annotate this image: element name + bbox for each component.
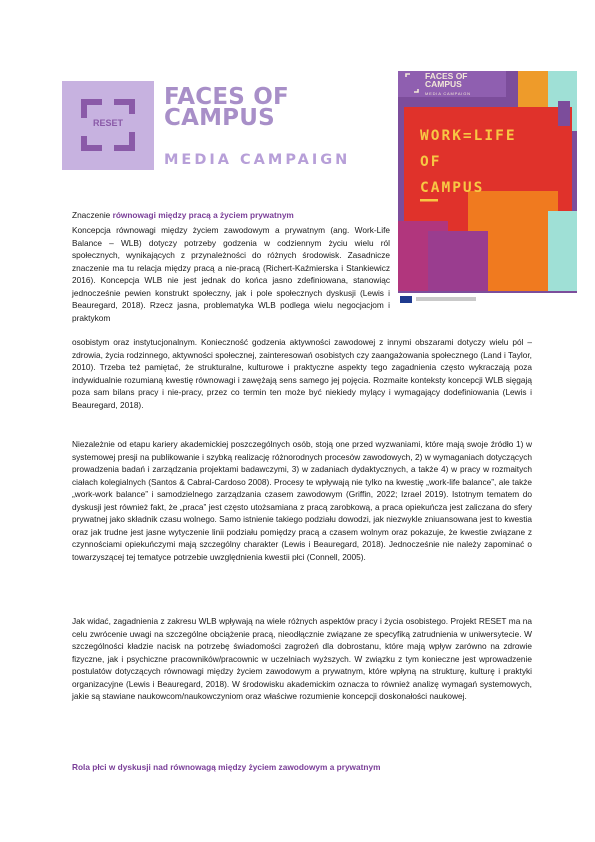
poster-faces-line2: CAMPUS — [425, 79, 462, 89]
reset-logo — [62, 81, 154, 170]
brand-title-line1: FACES OF — [164, 84, 289, 110]
logo-reset-text: RESET — [92, 118, 123, 128]
poster-headline-line2: OF — [420, 154, 442, 170]
poster-faces-title — [425, 72, 468, 88]
brand-subtitle: MEDIA CAMPAIGN — [164, 152, 351, 168]
paragraph-2: Niezależnie od etapu kariery akademickiej poszczególnych osób, stoją one przed wyzwaniami, które mają swoje źródło 1) w systemowej presji na publikowanie i szybką realizację różnorodnych procesów zawodowych, 2) w wymaganiach dotyczących prowadzenia badań i zarządzania projektami badawczymi, 3) w zadaniach dydaktycznych, a także 4) w pracy w rozmaitych ciałach kolegialnych (Santos & Cabral-Cardoso 2008). Procesy te wpływają nie tylko na kwestię „work-life balance”, ale także „work-work balance” i samodzielnego zarządzania czasem zawodowym (Griffin, 2022; Izrael 2019). Istotnym tematem do dyskusji jest również fakt, że „praca” jest często utożsamiana z pracą zarobkową, a praca opiekuńcza jest zaliczana do sfery prywatnej jako składnik czasu wolnego. Samo istnienie takiego podziału dowodzi, jak niezwykle zniuansowana jest to kwestia oraz jak trudne jest jasne wytyczenie linii podziału pomiędzy pracą a czasem wolnym oraz pokazuje, że kwestie związane z czynnościami opiekuńczymi mają szczególny charakter (Lewis i Beauregard, 2018). Jednocześnie nie należy zapominać o towarzyszącej tej tematyce potrzebie uwzględnienia kwestii płci (Connell, 2005). — [72, 439, 532, 562]
brand-title-line2: CAMPUS — [164, 105, 275, 131]
brand-title — [164, 84, 289, 131]
paragraph-1-wide: osobistym oraz instytucjonalnym. Konieczność godzenia aktywności zawodowej z innymi obszarami dotyczy wielu pól – zdrowia, życia rodzinnego, aktywności społecznej, zainteresowań osobistych czy zaangażowania społecznego (Land i Taylor, 2010). Trzeba też pamiętać, że strukturalne, kulturowe i praktyczne aspekty tego zagadnienia często wykraczają poza indywidualnie rozumianą kwestię równowagi i zawężają sens samego jej pojęcia. Rozmaite konteksty koncepcji WLB sięgają poza sam bilans pracy i nie-pracy, przez co termin ten może być niekiedy mylący i wymagający dodefiniowania (Lewis i Beauregard, 2018). — [72, 337, 532, 410]
paragraph-3: Jak widać, zagadnienia z zakresu WLB wpływają na wiele różnych aspektów pracy i życia osobistego. Projekt RESET ma na celu zwrócenie uwagi na szczególne obciążenie pracą, nieodłącznie związane ze specyfiką zatrudnienia w uniwersytecie. W szczególności kładzie nacisk na potrzebę świadomości zagrożeń dla dobrostanu, które mają wpływ zarówno na zdrowie fizyczne, jak i psychiczne pracowników/pracownic w uczelniach wyższych. W związku z tym konieczne jest wprowadzenie postulatów dotyczących równowagi między życiem zawodowym a prywatnym, które wpłyną na strukturę, kulturę i praktyki organizacyjne (Lewis i Beauregard, 2018). W środowisku akademickim oznacza to również analizę wymagań systemowych, jakie są stawiane naukowcom/naukowczyniom oraz właściwe rozumienie koncepcji doskonałości naukowej. — [72, 616, 532, 701]
poster-media-line: MEDIA CAMPAIGN — [425, 91, 471, 96]
poster-headline-line1: WORK=LIFE — [420, 128, 517, 144]
poster-headline — [420, 123, 570, 201]
section-title-gender-role: Rola płci w dyskusji nad równowagą między życiem zawodowym a prywatnym — [72, 762, 381, 772]
section-title-prefix: Znaczenie — [72, 210, 113, 220]
poster-headline-line3: CAMPUS — [420, 180, 485, 196]
paragraph-1-narrow: Koncepcja równowagi między życiem zawodowym a prywatnym (ang. Work-Life Balance – WLB) dotyczy potrzeby godzenia w codziennym życiu wielu ról społecznych, wynikających z przynależności do różnych środowisk. Zasadnicze znaczenie ma tu relacja między pracą a nie-pracą (Richert-Kaźmierska i Stankiewicz 2016). Koncepcja WLB nie jest jednak do końca jasno zdefiniowana, stanowiąc jednocześnie pewien konstrukt społeczny, jak i pole społecznych dyskusji (Lewis i Beauregard, 2018). Rzecz jasna, problematyka WLB podlega wielu negocjacjom i praktykom — [72, 225, 390, 323]
section-title-wlb — [72, 210, 532, 221]
campaign-poster — [398, 71, 577, 305]
poster-faces-line1: FACES OF — [425, 71, 468, 81]
section-title-accent: równowagi między pracą a życiem prywatnym — [112, 210, 294, 220]
